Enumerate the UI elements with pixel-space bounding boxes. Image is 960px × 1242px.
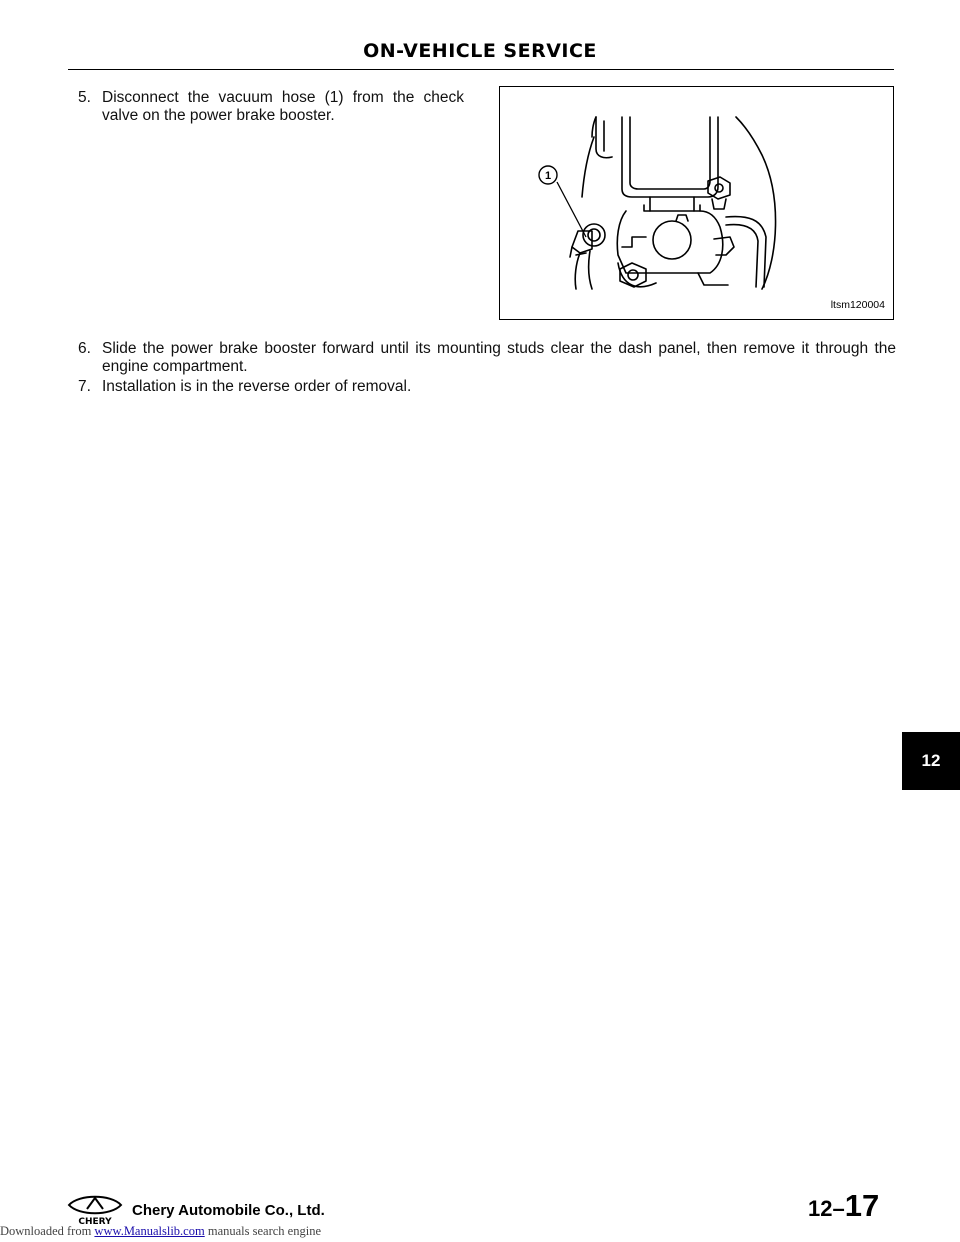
step-number: 7.: [78, 378, 91, 395]
step-7: [78, 378, 896, 396]
logo-text: CHERY: [78, 1217, 112, 1226]
header-divider: [68, 69, 894, 70]
step-5: [78, 89, 464, 125]
callout-number: 1: [544, 170, 552, 182]
chery-logo: [65, 1192, 125, 1226]
page-chapter: 12–: [808, 1196, 845, 1221]
booster-drawing: [500, 87, 895, 321]
page-number: [808, 1188, 879, 1224]
step-6: [78, 340, 896, 376]
step-text: Disconnect the vacuum hose (1) from the check valve on the power brake booster.: [102, 89, 464, 124]
download-prefix: Downloaded from: [0, 1224, 92, 1238]
manualslib-link[interactable]: www.Manualslib.com: [94, 1224, 205, 1238]
download-suffix: manuals search engine: [204, 1224, 321, 1238]
step-number: 6.: [78, 340, 91, 357]
company-name: Chery Automobile Co., Ltd.: [132, 1202, 325, 1219]
section-tab: 12: [902, 732, 960, 790]
page-header-title: ON-VEHICLE SERVICE: [363, 40, 597, 62]
download-note: [0, 1224, 321, 1239]
figure-id: ltsm120004: [830, 299, 885, 311]
step-text: Installation is in the reverse order of removal.: [102, 378, 412, 395]
page-num: 17: [844, 1188, 880, 1223]
step-text: Slide the power brake booster forward until its mounting studs clear the dash panel, then remove it through the engine compartment.: [102, 340, 896, 375]
step-number: 5.: [78, 89, 91, 106]
vacuum-hose-illustration: [499, 86, 894, 320]
